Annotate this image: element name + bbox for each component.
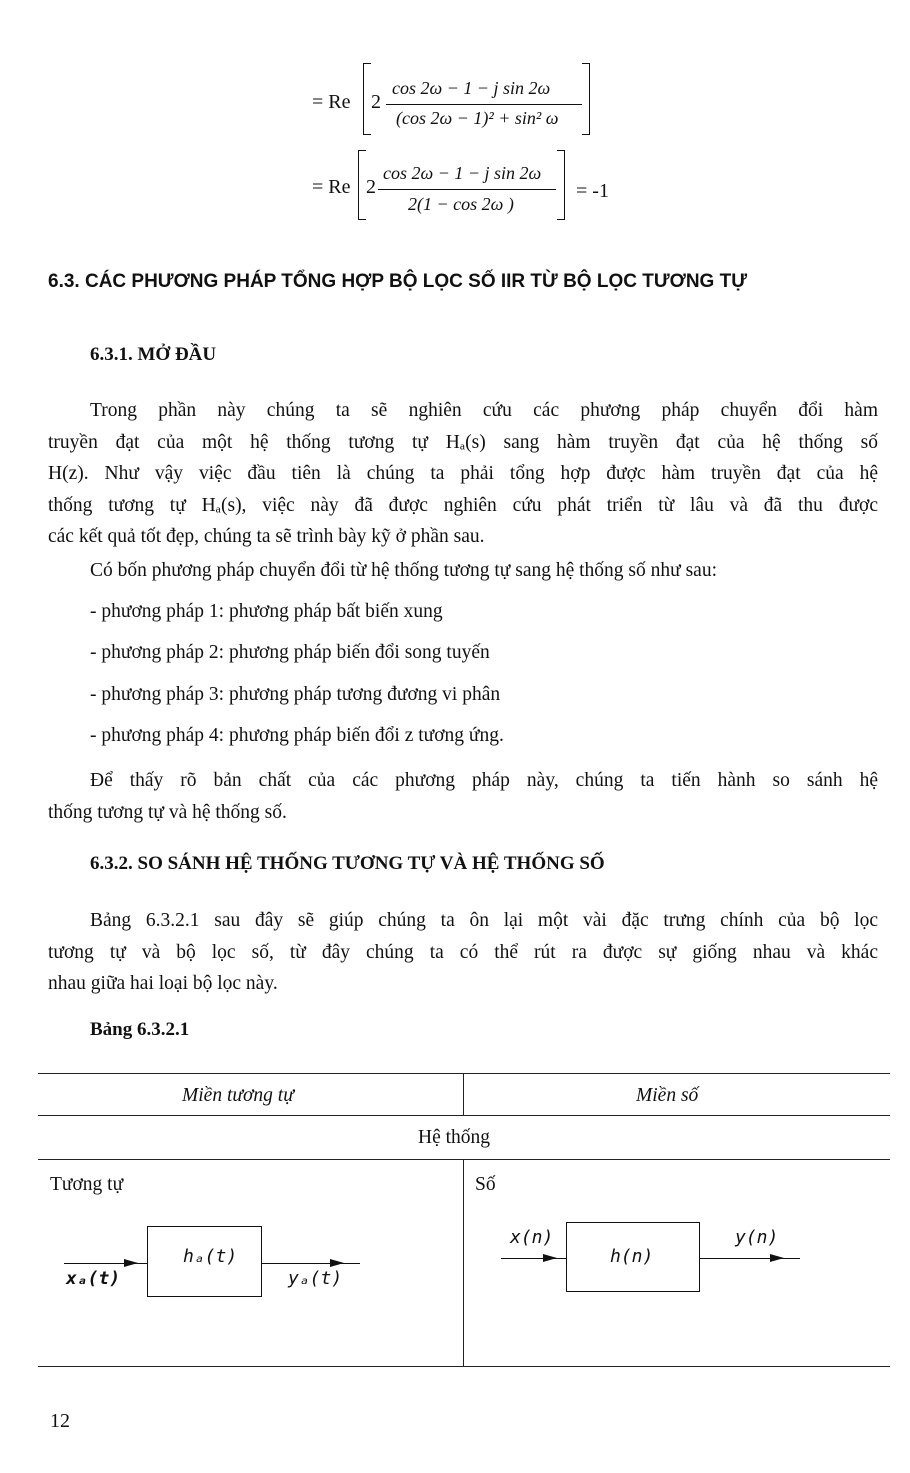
- table-row-rule: [38, 1159, 890, 1160]
- eq1-numerator: cos 2ω − 1 − j sin 2ω: [392, 78, 551, 98]
- method-item-1: - phương pháp 1: phương pháp bất biến xung: [90, 601, 443, 622]
- eq1-fraction-bar: [386, 104, 582, 105]
- table-intro-line-3: nhau giữa hai loại bộ lọc này.: [48, 973, 278, 994]
- digital-input-label: x(n): [510, 1227, 554, 1248]
- table-body-divider: [463, 1159, 464, 1366]
- digital-input-line: [501, 1258, 567, 1259]
- eq2-result: = -1: [576, 180, 609, 202]
- intro-line-1: Trong phần này chúng ta sẽ nghiên cứu các phương pháp chuyển đổi hàm: [90, 400, 878, 421]
- intro-line-3: H(z). Như vậy việc đầu tiên là chúng ta phải tổng hợp được hàm truyền đạt của hệ: [48, 463, 878, 484]
- subsection-heading-6-3-2: 6.3.2. SO SÁNH HỆ THỐNG TƯƠNG TỰ VÀ HỆ THỐNG SỐ: [90, 853, 605, 874]
- digital-output-label: y(n): [735, 1227, 779, 1248]
- table-header-divider: [463, 1073, 464, 1115]
- eq2-fraction-bar: [378, 189, 556, 190]
- analog-output-arrow-icon: [330, 1259, 344, 1267]
- method-item-4: - phương pháp 4: phương pháp biến đổi z tương ứng.: [90, 725, 504, 746]
- table-bottom-rule: [38, 1366, 890, 1367]
- eq1-right-bracket: [582, 63, 590, 135]
- row-header-system: Hệ thống: [418, 1127, 491, 1148]
- analog-input-label: xₐ(t): [66, 1268, 121, 1289]
- analog-output-line: [262, 1263, 360, 1264]
- table-caption: Bảng 6.3.2.1: [90, 1019, 190, 1040]
- intro-paragraph: [48, 395, 878, 553]
- digital-output-line: [700, 1258, 800, 1259]
- page-number: 12: [50, 1410, 70, 1432]
- table-intro-paragraph: [48, 905, 878, 1000]
- analog-block-label: hₐ(t): [183, 1246, 238, 1267]
- compare-line-1: Để thấy rõ bản chất của các phương pháp này, chúng ta tiến hành so sánh hệ: [90, 770, 878, 791]
- digital-input-arrow-icon: [543, 1254, 557, 1262]
- eq2-coef: 2: [366, 176, 376, 198]
- eq2-denominator: 2(1 − cos 2ω ): [408, 194, 514, 214]
- cell-label-analog: Tương tự: [50, 1174, 124, 1195]
- intro-line-5: các kết quả tốt đẹp, chúng ta sẽ trình bày kỹ ở phần sau.: [48, 526, 485, 547]
- eq1-prefix: = Re: [312, 91, 351, 113]
- col-header-digital: Miền số: [636, 1085, 699, 1106]
- eq2-left-bracket: [358, 150, 366, 220]
- method-item-2: - phương pháp 2: phương pháp biến đổi song tuyến: [90, 642, 490, 663]
- eq1-coef: 2: [371, 91, 381, 113]
- digital-output-arrow-icon: [770, 1254, 784, 1262]
- eq2-prefix: = Re: [312, 176, 351, 198]
- digital-block-label: h(n): [610, 1246, 654, 1267]
- compare-paragraph: [48, 765, 878, 828]
- table-intro-line-1: Bảng 6.3.2.1 sau đây sẽ giúp chúng ta ôn lại một vài đặc trưng chính của bộ lọc: [90, 910, 878, 931]
- method-item-3: - phương pháp 3: phương pháp tương đương vi phân: [90, 684, 501, 705]
- table-top-rule: [38, 1073, 890, 1074]
- cell-label-digital: Số: [475, 1174, 496, 1195]
- compare-line-2: thống tương tự và hệ thống số.: [48, 801, 287, 823]
- analog-input-arrow-icon: [124, 1259, 138, 1267]
- eq1-left-bracket: [363, 63, 371, 135]
- methods-intro: Có bốn phương pháp chuyển đổi từ hệ thống tương tự sang hệ thống số như sau:: [90, 560, 717, 581]
- subsection-heading-6-3-1: 6.3.1. MỞ ĐẦU: [90, 344, 217, 365]
- intro-line-2: truyền đạt của một hệ thống tương tự Hₐ(s) sang hàm truyền đạt của hệ thống số: [48, 431, 878, 453]
- eq2-numerator: cos 2ω − 1 − j sin 2ω: [383, 163, 542, 183]
- table-intro-line-2: tương tự và bộ lọc số, từ đây chúng ta có thể rút ra được sự giống nhau và khác: [48, 941, 878, 963]
- eq1-denominator: (cos 2ω − 1)² + sin² ω: [396, 108, 559, 128]
- section-heading: 6.3. CÁC PHƯƠNG PHÁP TỔNG HỢP BỘ LỌC SỐ IIR TỪ BỘ LỌC TƯƠNG TỰ: [48, 271, 747, 292]
- eq2-right-bracket: [557, 150, 565, 220]
- table-header-rule: [38, 1115, 890, 1116]
- analog-output-label: yₐ(t): [288, 1268, 343, 1289]
- col-header-analog: Miền tương tự: [182, 1085, 294, 1106]
- intro-line-4: thống tương tự Hₐ(s), việc này đã được nghiên cứu phát triển từ lâu và đã thu được: [48, 494, 878, 516]
